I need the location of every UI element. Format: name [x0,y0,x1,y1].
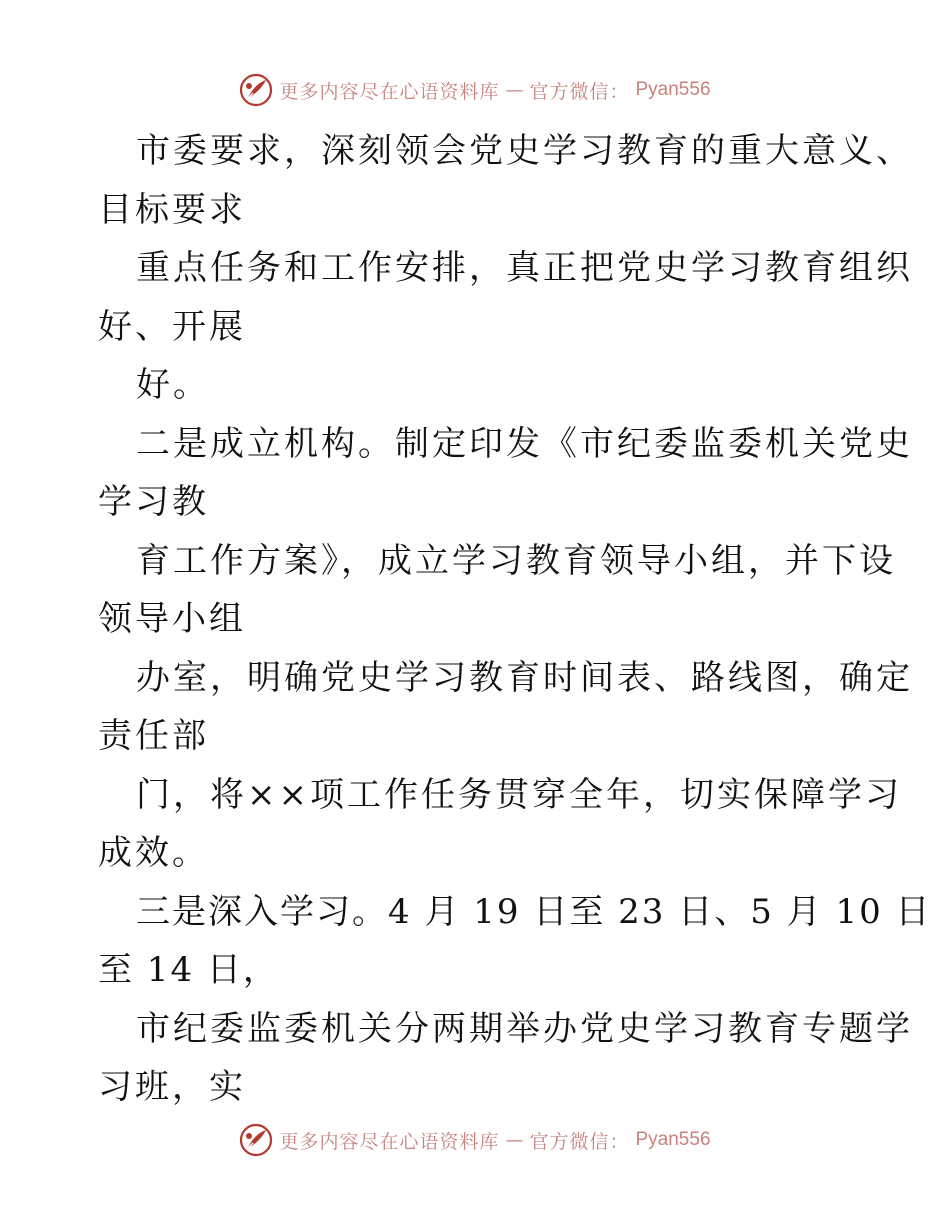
body-line: 至 14 日， [98,950,279,990]
body-line: 习班，实 [98,1067,246,1107]
body-line: 三是深入学习。4 月 19 日至 23 日、5 月 10 日 [136,891,932,932]
header-banner [0,70,950,110]
body-line: 领导小组 [98,599,246,639]
body-line: 好、开展 [98,306,246,347]
banner-account: Pyan556 [635,1129,711,1150]
banner-separator: — [505,1129,524,1151]
body-line: 市纪委监委机关分两期举办党史学习教育专题学 [136,1008,913,1049]
body-line: 成效。 [98,833,209,873]
quill-pen-logo-icon [239,73,273,107]
body-line: 好。 [136,365,210,405]
banner-account: Pyan556 [635,79,711,100]
document-body [98,122,932,1117]
banner-wechat-label: 官方微信： [529,1130,630,1153]
banner-site-text: 更多内容尽在心语资料库 [279,1130,500,1153]
banner-site-text: 更多内容尽在心语资料库 [279,80,500,103]
body-line: 重点任务和工作安排，真正把党史学习教育组织 [136,248,913,288]
footer-banner [0,1120,950,1160]
body-line: 目标要求 [98,189,246,230]
body-line: 门，将××项工作任务贯穿全年，切实保障学习 [136,774,902,815]
body-line: 二是成立机构。制定印发《市纪委监委机关党史 [136,423,913,464]
body-line: 责任部 [98,716,209,756]
banner-separator: — [505,79,524,101]
quill-pen-logo-icon [239,1123,273,1157]
body-line: 学习教 [98,482,209,522]
body-line: 办室，明确党史学习教育时间表、路线图，确定 [136,657,913,698]
body-line: 市委要求，深刻领会党史学习教育的重大意义、 [136,131,913,171]
body-line: 育工作方案》，成立学习教育领导小组，并下设 [136,540,896,581]
banner-wechat-label: 官方微信： [529,80,630,103]
